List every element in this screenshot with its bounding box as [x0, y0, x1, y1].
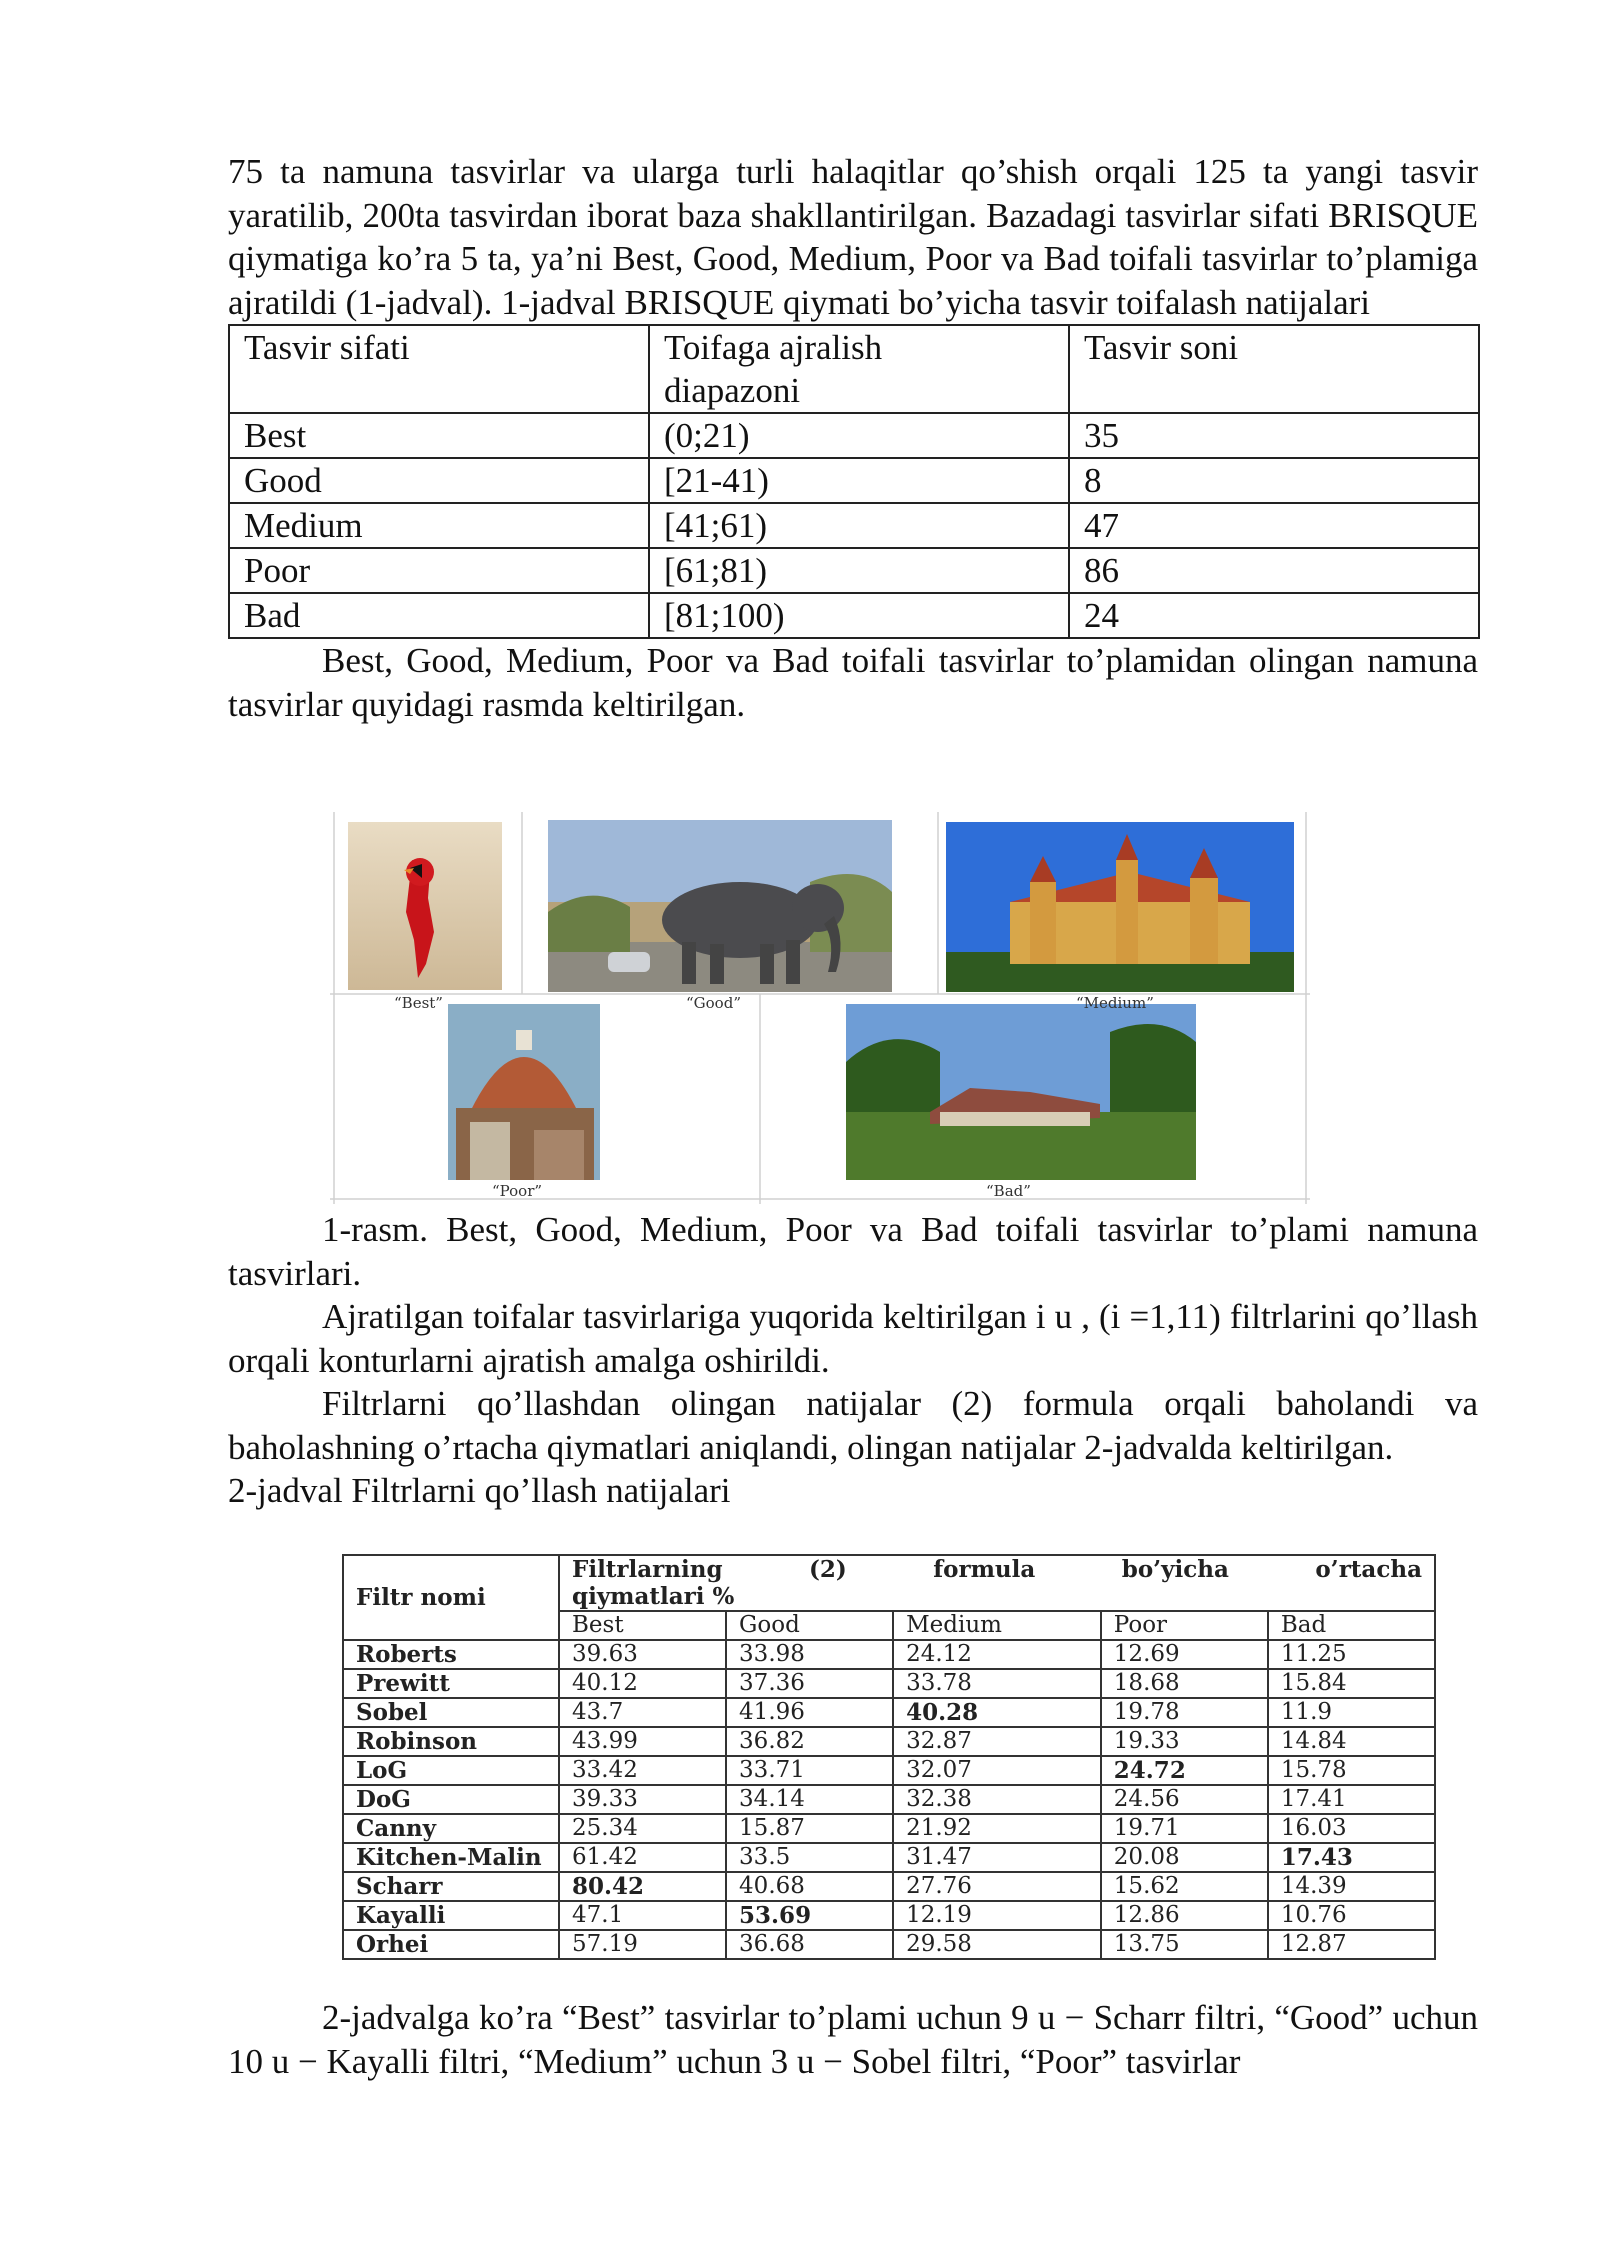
- sample-images-figure: [330, 812, 1310, 1204]
- table-cell: 19.71: [1101, 1814, 1268, 1843]
- table-cell: 11.9: [1268, 1698, 1435, 1727]
- figure-caption: 1-rasm. Best, Good, Medium, Poor va Bad toifali tasvirlar to’plami namuna tasvirlari.: [228, 1210, 1478, 1293]
- table-cell: 40.68: [726, 1872, 893, 1901]
- poor-image: [448, 1004, 600, 1180]
- table-cell: 17.41: [1268, 1785, 1435, 1814]
- final-paragraph: 2-jadvalga ko’ra “Best” tasvirlar to’plami uchun 9 u − Scharr filtri, “Good” uchun 10 u − Kayalli filtri, “Medium” uchun 3 u − Sobel filtri, “Poor” tasvirlar: [228, 1998, 1478, 2081]
- range-header-word1: Toifaga ajralish: [664, 328, 883, 367]
- table-cell: 21.92: [893, 1814, 1101, 1843]
- table-cell: 24: [1069, 593, 1479, 638]
- table-cell: 24.56: [1101, 1785, 1268, 1814]
- table-cell: 20.08: [1101, 1843, 1268, 1872]
- table-cell: 12.19: [893, 1901, 1101, 1930]
- filter-name: DoG: [343, 1785, 559, 1814]
- table-cell: 32.38: [893, 1785, 1101, 1814]
- table-2-filter-name-header: Filtr nomi: [343, 1555, 559, 1640]
- group-header-line2: qiymatlari %: [572, 1583, 735, 1610]
- table-1-header-row: [229, 325, 1479, 413]
- table-cell: 25.34: [559, 1814, 726, 1843]
- table-row: [343, 1640, 1435, 1669]
- table-cell: 17.43: [1268, 1843, 1435, 1872]
- table-cell: 8: [1069, 458, 1479, 503]
- filter-name: Sobel: [343, 1698, 559, 1727]
- filter-name: Robinson: [343, 1727, 559, 1756]
- best-image: [348, 822, 502, 990]
- table-2-subheader: Poor: [1101, 1611, 1268, 1640]
- table-cell: [41;61): [649, 503, 1069, 548]
- table-2-wrapper: [342, 1554, 1436, 1960]
- table-cell: 32.87: [893, 1727, 1101, 1756]
- table-cell: Good: [229, 458, 649, 503]
- table-1-header-count: Tasvir soni: [1069, 325, 1479, 413]
- table-2-body: [343, 1640, 1435, 1959]
- table-2: [342, 1554, 1436, 1960]
- figure-grid: [330, 812, 1310, 1204]
- table-cell: 47.1: [559, 1901, 726, 1930]
- table-cell: 41.96: [726, 1698, 893, 1727]
- table-cell: [21-41): [649, 458, 1069, 503]
- mid-text-block: [228, 1208, 1478, 1513]
- table-cell: 12.86: [1101, 1901, 1268, 1930]
- table-cell: 47: [1069, 503, 1479, 548]
- table-cell: (0;21): [649, 413, 1069, 458]
- table-row: [343, 1814, 1435, 1843]
- table-cell: 57.19: [559, 1930, 726, 1959]
- table-cell: [61;81): [649, 548, 1069, 593]
- filter-name: Scharr: [343, 1872, 559, 1901]
- table-cell: 35: [1069, 413, 1479, 458]
- document-page: [228, 150, 1478, 726]
- table-1: [228, 324, 1480, 639]
- paragraph-after-table1: Best, Good, Medium, Poor va Bad toifali tasvirlar to’plamidan olingan namuna tasvirlar quyidagi rasmda keltirilgan.: [228, 641, 1478, 724]
- table-cell: 37.36: [726, 1669, 893, 1698]
- table-row: [343, 1843, 1435, 1872]
- intro-paragraph: 75 ta namuna tasvirlar va ularga turli halaqitlar qo’shish orqali 125 ta yangi tasvir yaratilib, 200ta tasvirdan iborat baza shakllantirilgan. Bazadagi tasvirlar sifati BRISQUE qiymatiga ko’ra 5 ta, ya’ni Best, Good, Medium, Poor va Bad toifali tasvirlar to’plamiga ajratildi (1-jadval). 1-jadval BRISQUE qiymati bo’yicha tasvir toifalash natijalari: [228, 152, 1478, 322]
- table-row: [343, 1756, 1435, 1785]
- table-cell: 14.39: [1268, 1872, 1435, 1901]
- table-cell: 10.76: [1268, 1901, 1435, 1930]
- table-cell: 43.7: [559, 1698, 726, 1727]
- table-cell: 61.42: [559, 1843, 726, 1872]
- table-row: [343, 1727, 1435, 1756]
- table-cell: 36.82: [726, 1727, 893, 1756]
- table-cell: 13.75: [1101, 1930, 1268, 1959]
- table-row: [229, 413, 1479, 458]
- table-2-subheader: Bad: [1268, 1611, 1435, 1640]
- table-cell: 80.42: [559, 1872, 726, 1901]
- table-cell: Best: [229, 413, 649, 458]
- group-header-word: o’rtacha: [1315, 1556, 1422, 1583]
- table-cell: Poor: [229, 548, 649, 593]
- group-header-line1: [572, 1556, 1422, 1583]
- table-cell: 18.68: [1101, 1669, 1268, 1698]
- table-cell: 27.76: [893, 1872, 1101, 1901]
- table-cell: 12.87: [1268, 1930, 1435, 1959]
- table-cell: 34.14: [726, 1785, 893, 1814]
- table-row: [229, 593, 1479, 638]
- bad-image: [846, 1004, 1196, 1180]
- table-1-header-range: [649, 325, 1069, 413]
- caption-bad: “Bad”: [986, 1182, 1031, 1200]
- table-cell: 39.33: [559, 1785, 726, 1814]
- table-cell: 43.99: [559, 1727, 726, 1756]
- table-2-title: 2-jadval Filtrlarni qo’llash natijalari: [228, 1471, 731, 1510]
- filter-name: Kitchen-Malin: [343, 1843, 559, 1872]
- filter-name: Canny: [343, 1814, 559, 1843]
- medium-image: [946, 822, 1294, 992]
- filter-name: Kayalli: [343, 1901, 559, 1930]
- table-cell: Medium: [229, 503, 649, 548]
- table-1-body: [229, 413, 1479, 638]
- table-cell: Bad: [229, 593, 649, 638]
- group-header-word: (2): [809, 1556, 847, 1583]
- table-row: [343, 1669, 1435, 1698]
- table-cell: 33.78: [893, 1669, 1101, 1698]
- filter-name: Orhei: [343, 1930, 559, 1959]
- caption-medium: “Medium”: [1076, 994, 1154, 1012]
- table-cell: 33.71: [726, 1756, 893, 1785]
- table-1-header-quality: Tasvir sifati: [229, 325, 649, 413]
- table-cell: 16.03: [1268, 1814, 1435, 1843]
- caption-best: “Best”: [394, 994, 443, 1012]
- table-cell: [81;100): [649, 593, 1069, 638]
- group-header-word: formula: [933, 1556, 1036, 1583]
- table-cell: 31.47: [893, 1843, 1101, 1872]
- filter-name: Prewitt: [343, 1669, 559, 1698]
- table-cell: 32.07: [893, 1756, 1101, 1785]
- table-row: [229, 548, 1479, 593]
- table-2-header-row: [343, 1555, 1435, 1611]
- table-cell: 86: [1069, 548, 1479, 593]
- table-cell: 39.63: [559, 1640, 726, 1669]
- table-row: [343, 1785, 1435, 1814]
- table-cell: 40.28: [893, 1698, 1101, 1727]
- table-cell: 24.12: [893, 1640, 1101, 1669]
- table-cell: 15.87: [726, 1814, 893, 1843]
- table-cell: 19.78: [1101, 1698, 1268, 1727]
- table-2-subheader: Medium: [893, 1611, 1101, 1640]
- table-row: [343, 1872, 1435, 1901]
- table-cell: 36.68: [726, 1930, 893, 1959]
- filter-name: LoG: [343, 1756, 559, 1785]
- table-row: [343, 1901, 1435, 1930]
- table-cell: 15.78: [1268, 1756, 1435, 1785]
- table-cell: 15.84: [1268, 1669, 1435, 1698]
- final-text-block: [228, 1996, 1478, 2083]
- table-cell: 19.33: [1101, 1727, 1268, 1756]
- table-cell: 24.72: [1101, 1756, 1268, 1785]
- table-cell: 12.69: [1101, 1640, 1268, 1669]
- range-header-word2: diapazoni: [664, 371, 801, 410]
- table-cell: 53.69: [726, 1901, 893, 1930]
- table-cell: 33.5: [726, 1843, 893, 1872]
- good-image: [548, 820, 892, 992]
- table-2-group-header: [559, 1555, 1435, 1611]
- table-2-subheader: Good: [726, 1611, 893, 1640]
- table-2-subheader: Best: [559, 1611, 726, 1640]
- paragraph-results: Filtrlarni qo’llashdan olingan natijalar (2) formula orqali baholandi va baholashning o’rtacha qiymatlari aniqlandi, olingan natijalar 2-jadvalda keltirilgan.: [228, 1384, 1478, 1467]
- table-row: [229, 503, 1479, 548]
- filter-name: Roberts: [343, 1640, 559, 1669]
- table-cell: 14.84: [1268, 1727, 1435, 1756]
- caption-good: “Good”: [686, 994, 741, 1012]
- table-row: [229, 458, 1479, 503]
- caption-poor: “Poor”: [492, 1182, 543, 1200]
- table-cell: 15.62: [1101, 1872, 1268, 1901]
- paragraph-filters: Ajratilgan toifalar tasvirlariga yuqorida keltirilgan i u , (i =1,11) filtrlarini qo’llash orqali konturlarni ajratish amalga oshirildi.: [228, 1297, 1478, 1380]
- table-cell: 11.25: [1268, 1640, 1435, 1669]
- table-row: [343, 1930, 1435, 1959]
- table-cell: 33.42: [559, 1756, 726, 1785]
- table-cell: 33.98: [726, 1640, 893, 1669]
- table-cell: 40.12: [559, 1669, 726, 1698]
- table-cell: 29.58: [893, 1930, 1101, 1959]
- table-row: [343, 1698, 1435, 1727]
- group-header-word: bo’yicha: [1121, 1556, 1229, 1583]
- group-header-word: Filtrlarning: [572, 1556, 723, 1583]
